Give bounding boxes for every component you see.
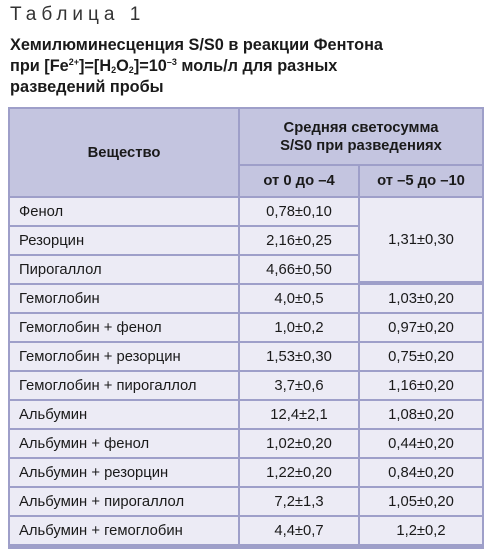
row-value-a: 4,4±0,7 (240, 517, 358, 544)
merged-value-cell: 1,31±0,30 (360, 198, 482, 281)
header-col-a: от 0 до –4 (240, 166, 358, 196)
row-value-b: 1,05±0,20 (360, 488, 482, 515)
row-value-a: 4,66±0,50 (240, 256, 358, 283)
row-substance-name: Альбумин + резорцин (10, 459, 238, 486)
row-value-a: 12,4±2,1 (240, 401, 358, 428)
row-value-b: 1,16±0,20 (360, 372, 482, 399)
row-value-a: 7,2±1,3 (240, 488, 358, 515)
row-value-a: 1,0±0,2 (240, 314, 358, 341)
data-table (8, 107, 484, 549)
header-col-b: от –5 до –10 (360, 166, 482, 196)
row-value-b: 1,03±0,20 (360, 285, 482, 312)
row-value-a: 2,16±0,25 (240, 227, 358, 254)
header-substance: Вещество (10, 109, 238, 196)
caption-line-1: Хемилюминесценция S/S0 в реакции Фентона (10, 36, 383, 54)
row-value-a: 1,22±0,20 (240, 459, 358, 486)
row-substance-name: Гемоглобин (10, 285, 238, 312)
caption-line-2: при $[Fe^{2+}]=[H_2O_2]=10^{-3}$ моль/л для разных (10, 57, 338, 75)
row-substance-name: Альбумин + фенол (10, 430, 238, 457)
row-substance-name: Альбумин + гемоглобин (10, 517, 238, 544)
row-value-a: 1,53±0,30 (240, 343, 358, 370)
row-substance-name: Гемоглобин + фенол (10, 314, 238, 341)
table-number-label: Таблица 1 (10, 4, 146, 25)
row-value-b: 0,97±0,20 (360, 314, 482, 341)
row-substance-name: Резорцин (10, 227, 238, 254)
row-value-a: 4,0±0,5 (240, 285, 358, 312)
row-substance-name: Альбумин + пирогаллол (10, 488, 238, 515)
row-value-a: 1,02±0,20 (240, 430, 358, 457)
row-substance-name: Альбумин (10, 401, 238, 428)
row-substance-name: Пирогаллол (10, 256, 238, 283)
row-value-a: 0,78±0,10 (240, 198, 358, 225)
row-substance-name: Гемоглобин + резорцин (10, 343, 238, 370)
row-value-b: 1,08±0,20 (360, 401, 482, 428)
caption-line-3: разведений пробы (10, 78, 164, 96)
row-value-b: 0,84±0,20 (360, 459, 482, 486)
row-value-b: 1,2±0,2 (360, 517, 482, 544)
row-substance-name: Фенол (10, 198, 238, 225)
row-substance-name: Гемоглобин + пирогаллол (10, 372, 238, 399)
table-caption (10, 35, 480, 98)
row-value-a: 3,7±0,6 (240, 372, 358, 399)
row-value-b: 0,44±0,20 (360, 430, 482, 457)
header-group: Средняя светосумма S/S0 при разведениях (240, 109, 482, 164)
row-value-b: 0,75±0,20 (360, 343, 482, 370)
